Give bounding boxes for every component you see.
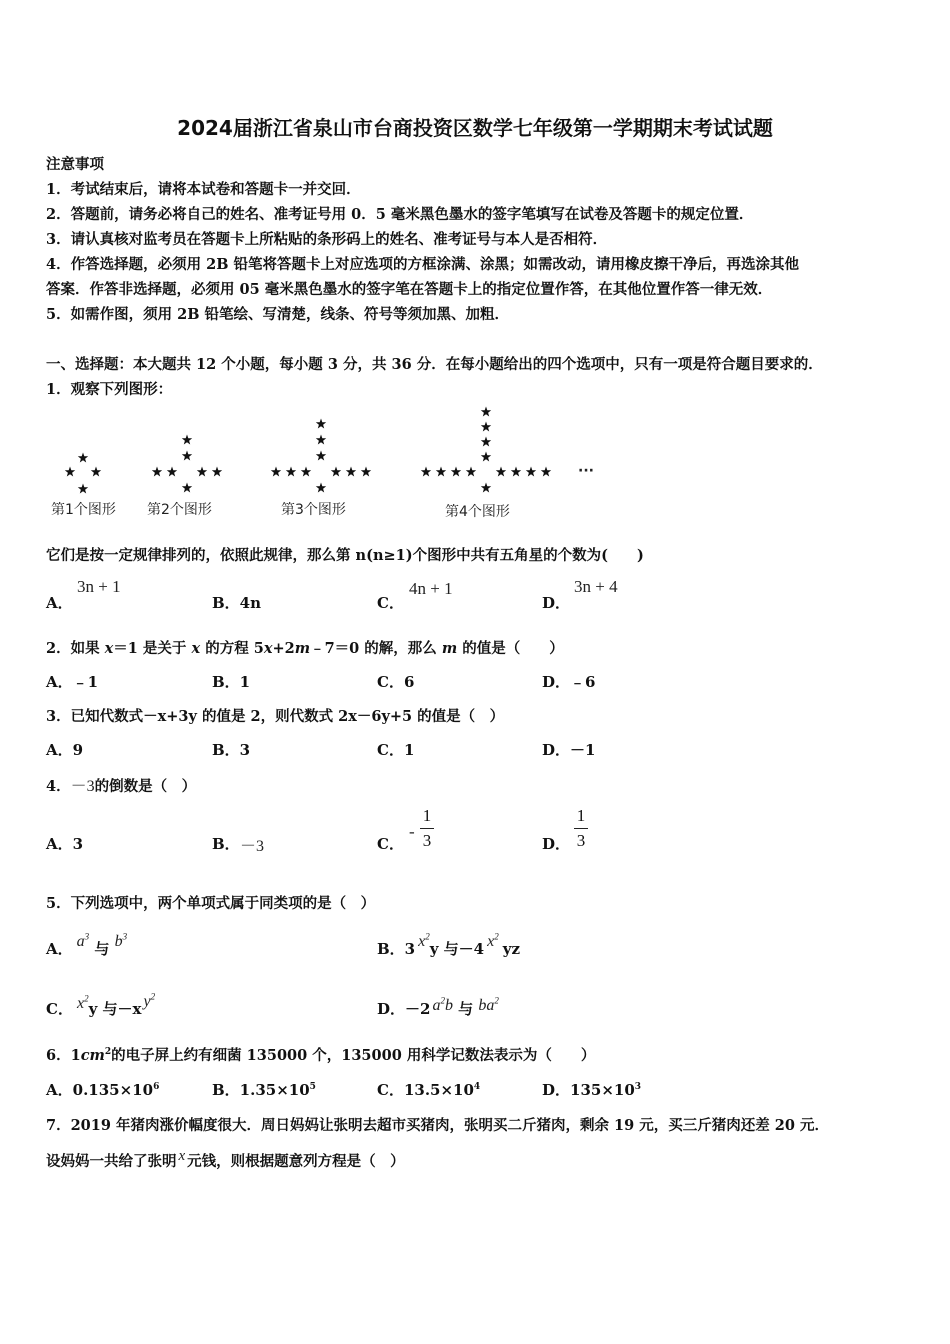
q2-option-b: B．1 xyxy=(212,673,251,691)
q2-option-c: C．6 xyxy=(377,673,415,691)
q4-option-c-sign: - xyxy=(409,822,415,841)
q3-option-b: B．3 xyxy=(212,741,251,759)
figure-3-stars xyxy=(271,419,371,493)
q2-option-a: A．﹣1 xyxy=(46,673,99,691)
ellipsis: ··· xyxy=(578,463,594,479)
notice-item: 答案．作答非选择题，必须用 05 毫米黑色墨水的签字笔在答题卡上的指定位置作答，在其他位置作答一律无效． xyxy=(46,281,773,298)
notice-item: 1．考试结束后，请将本试卷和答题卡一并交回． xyxy=(46,181,361,198)
q1-question: 它们是按一定规律排列的，依照此规律，那么第 n(n≥1)个图形中共有五角星的个数为( ) xyxy=(46,547,644,564)
q6-option-c: C．$13.5\times 10^4$ xyxy=(377,1081,481,1099)
q1-option-c: 4n + 1 xyxy=(409,579,453,598)
notice-item: 5．如需作图，须用 2B 铅笔绘、写清楚，线条、符号等须加黑、加粗． xyxy=(46,306,510,323)
notice-heading: 注意事项 xyxy=(46,156,104,173)
q4-option-a: A．3 xyxy=(46,835,84,853)
q6-option-d: D．$135\times 10^3$ xyxy=(542,1081,642,1099)
q5-option-d: D．－2 $a^2b$ 与 $ba^2$ xyxy=(377,995,499,1018)
q1-option-c-label: C． xyxy=(377,594,404,612)
q1-option-d-label: D． xyxy=(542,594,571,612)
figure-2-caption: 第2个图形 xyxy=(147,502,212,518)
q5-option-c: C． $x^2y$ 与－x $y^2$ xyxy=(46,991,156,1018)
figure-3-caption: 第3个图形 xyxy=(281,502,346,518)
q4-stem: 4．－3的倒数是（ ） xyxy=(46,778,197,795)
notice-item: 4．作答选择题，必须用 2B 铅笔将答题卡上对应选项的方框涂满、涂黑；如需改动，请用橡皮擦干净后，再选涂其他 xyxy=(46,256,800,273)
notice-item: 3．请认真核对监考员在答题卡上所粘贴的条形码上的姓名、准考证号与本人是否相符． xyxy=(46,231,608,248)
q4-option-c-fraction: 1 3 xyxy=(420,806,434,851)
figure-1-stars xyxy=(65,453,101,494)
q1-option-a-label: A． xyxy=(46,594,73,612)
q1-stem: 1．观察下列图形： xyxy=(46,381,173,398)
q5-option-b: B．3 $x^2y$ 与－4 $x^2yz$ xyxy=(377,931,520,958)
q6-option-b: B．$1.35\times 10^5$ xyxy=(212,1081,316,1099)
section-heading: 一、选择题：本大题共 12 个小题，每小题 3 分，共 36 分．在每小题给出的四个选项中，只有一项是符合题目要求的． xyxy=(46,356,823,373)
q3-option-a: A．9 xyxy=(46,741,84,759)
q4-option-d-fraction: 1 3 xyxy=(574,806,588,851)
q4-option-c-label: C． xyxy=(377,835,404,853)
q3-stem: 3．已知代数式－x+3y 的值是 2，则代数式 2x－6y+5 的值是（ ） xyxy=(46,708,505,725)
q1-option-b: B．4n xyxy=(212,594,262,612)
q1-option-a: 3n + 1 xyxy=(77,577,121,596)
q4-option-b-label: B． xyxy=(212,835,240,853)
figure-4-stars xyxy=(421,407,551,493)
q4-option-b: －3 xyxy=(240,838,265,855)
q2-stem: 2．如果 x＝1 是关于 x 的方程 5x+2m﹣7＝0 的解，那么 m 的值是（ ） xyxy=(46,640,564,657)
page-title: 2024届浙江省泉山市台商投资区数学七年级第一学期期末考试试题 xyxy=(177,116,773,140)
q3-option-d: D．－1 xyxy=(542,741,596,759)
notice-item: 2．答题前，请务必将自己的姓名、准考证号用 0．5 毫米黑色墨水的签字笔填写在试卷及答题卡的规定位置． xyxy=(46,206,754,223)
q7-stem-line1: 7．2019 年猪肉涨价幅度很大．周日妈妈让张明去超市买猪肉，张明买二斤猪肉，剩余 19 元，买三斤猪肉还差 20 元． xyxy=(46,1117,830,1134)
q4-option-d-label: D． xyxy=(542,835,571,853)
figure-1-caption: 第1个图形 xyxy=(51,502,116,518)
q2-option-d: D．﹣6 xyxy=(542,673,596,691)
star-pattern-figure xyxy=(48,400,603,528)
q6-option-a: A．$0.135\times 10^6$ xyxy=(46,1081,160,1099)
q1-option-d: 3n + 4 xyxy=(574,577,618,596)
q6-stem: 6．$1cm^2$的电子屏上约有细菌 135000 个，135000 用科学记数法表示为（ ） xyxy=(46,1047,596,1064)
figure-4-caption: 第4个图形 xyxy=(445,504,510,520)
figure-2-stars xyxy=(152,435,222,493)
q5-stem: 5．下列选项中，两个单项式属于同类项的是（ ） xyxy=(46,895,376,912)
q7-stem-line2: 设妈妈一共给了张明 x 元钱，则根据题意列方程是（ ） xyxy=(46,1148,405,1170)
q3-option-c: C．1 xyxy=(377,741,415,759)
q5-option-a: A． $a^3$ 与 $b^3$ xyxy=(46,931,128,958)
